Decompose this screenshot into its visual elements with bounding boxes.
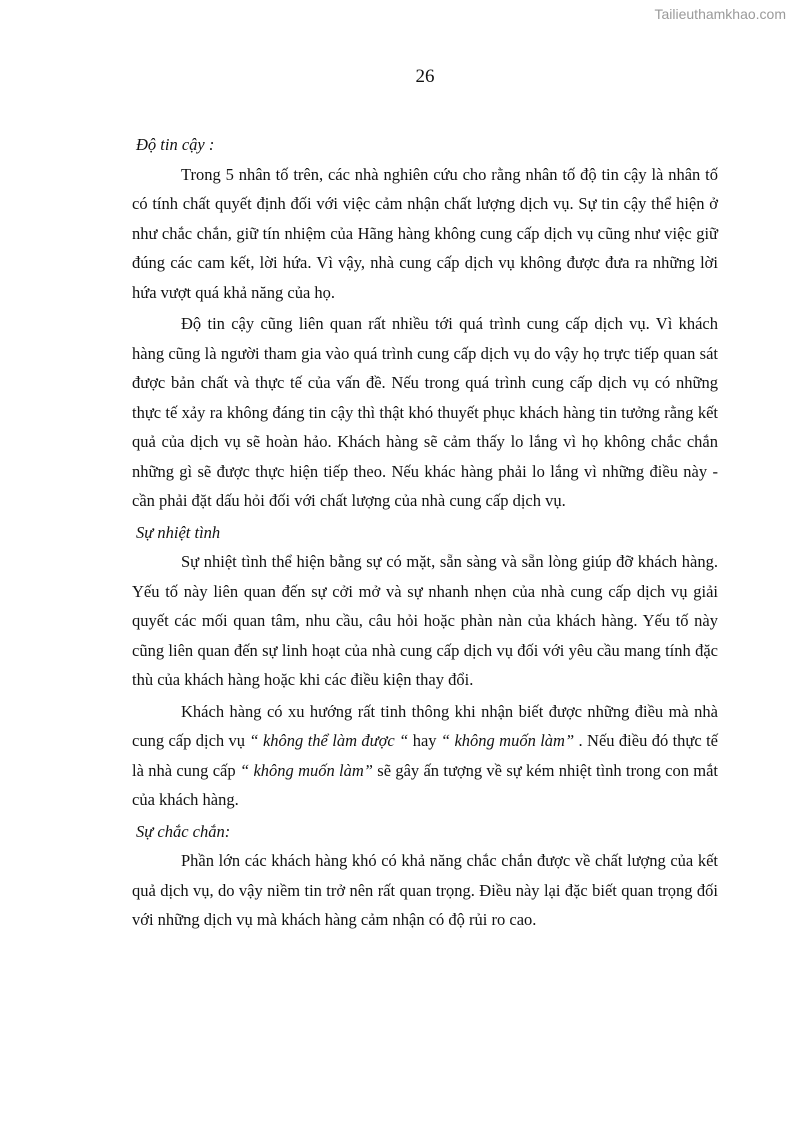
heading-reliability: Độ tin cậy : xyxy=(136,135,215,154)
paragraph-assurance-1: Phần lớn các khách hàng khó có khả năng chắc chắn được về chất lượng của kết quả dịch vụ, do vậy niềm tin trở nên rất quan trọng. Điều này lại đặc biết quan trọng đối với những dịch vụ mà khách hàng cảm nhận có độ rủi ro cao. xyxy=(132,851,718,929)
page-number: 26 xyxy=(415,66,435,87)
quote-do-not-want-2: “ không muốn làm” xyxy=(239,760,373,780)
watermark-text: Tailieuthamkhao.com xyxy=(654,6,786,22)
paragraph-reliability-1: Trong 5 nhân tố trên, các nhà nghiên cứu cho rằng nhân tố độ tin cậy là nhân tố có tính chất quyết định đối với việc cảm nhận chất lượng dịch vụ. Sự tin cậy thể hiện ở như chắc chắn, giữ tín nhiệm của Hãng hàng không cung cấp dịch vụ cũng như việc giữ đúng các cam kết, lời hứa. Vì vậy, nhà cung cấp dịch vụ không được đưa ra những lời hứa vượt quá khả năng của họ. xyxy=(132,164,718,302)
heading-assurance: Sự chắc chắn: xyxy=(136,821,231,841)
paragraph-enthusiasm-1: Sự nhiệt tình thể hiện bằng sự có mặt, sẵn sàng và sẵn lòng giúp đỡ khách hàng. Yếu tố này liên quan đến sự cởi mở và sự nhanh nhẹn của nhà cung cấp dịch vụ giải quyết các mối quan tâm, nhu cầu, câu hỏi hoặc phàn nàn của khách hàng. Yếu tố này cũng liên quan đến sự linh hoạt của nhà cung cấp dịch vụ đối với yêu cầu mang tính đặc thù của khách hàng hoặc khi các điều kiện thay đổi. xyxy=(132,552,718,689)
paragraph-reliability-2: Độ tin cậy cũng liên quan rất nhiều tới quá trình cung cấp dịch vụ. Vì khách hàng cũng là người tham gia vào quá trình cung cấp dịch vụ do vậy họ trực tiếp quan sát được bản chất và thực tế của vấn đề. Nếu trong quá trình cung cấp dịch vụ có những thực tế xảy ra không đáng tin cậy thì thật khó thuyết phục khách hàng tin tưởng rằng kết quả của dịch vụ sẽ hoàn hảo. Khách hàng sẽ cảm thấy lo lắng vì họ không chắc chắn những gì sẽ được thực hiện tiếp theo. Nếu khác hàng phải lo lắng vì những điều này - cần phải đặt dấu hỏi đối với chất lượng của nhà cung cấp dịch vụ. xyxy=(132,314,718,510)
paragraph-enthusiasm-2 xyxy=(132,697,718,815)
text-run: hay xyxy=(408,731,441,750)
text-run: sẽ gây ấn tượng về sự kém nhiệt tình trong con mắt của khách hàng. xyxy=(132,760,719,809)
quote-do-not-want: “ không muốn làm” xyxy=(440,731,575,750)
heading-enthusiasm: Sự nhiệt tình xyxy=(136,522,221,542)
quote-cannot-do: “ không thể làm được “ xyxy=(249,731,409,750)
text-run: Khách hàng có xu hướng rất tinh thông khi nhận biết được những điều mà nhà cung cấp dịch vụ xyxy=(132,701,718,750)
text-run: . Nếu điều đó thực tế là nhà cung cấp xyxy=(132,731,718,780)
document-body xyxy=(132,130,718,935)
